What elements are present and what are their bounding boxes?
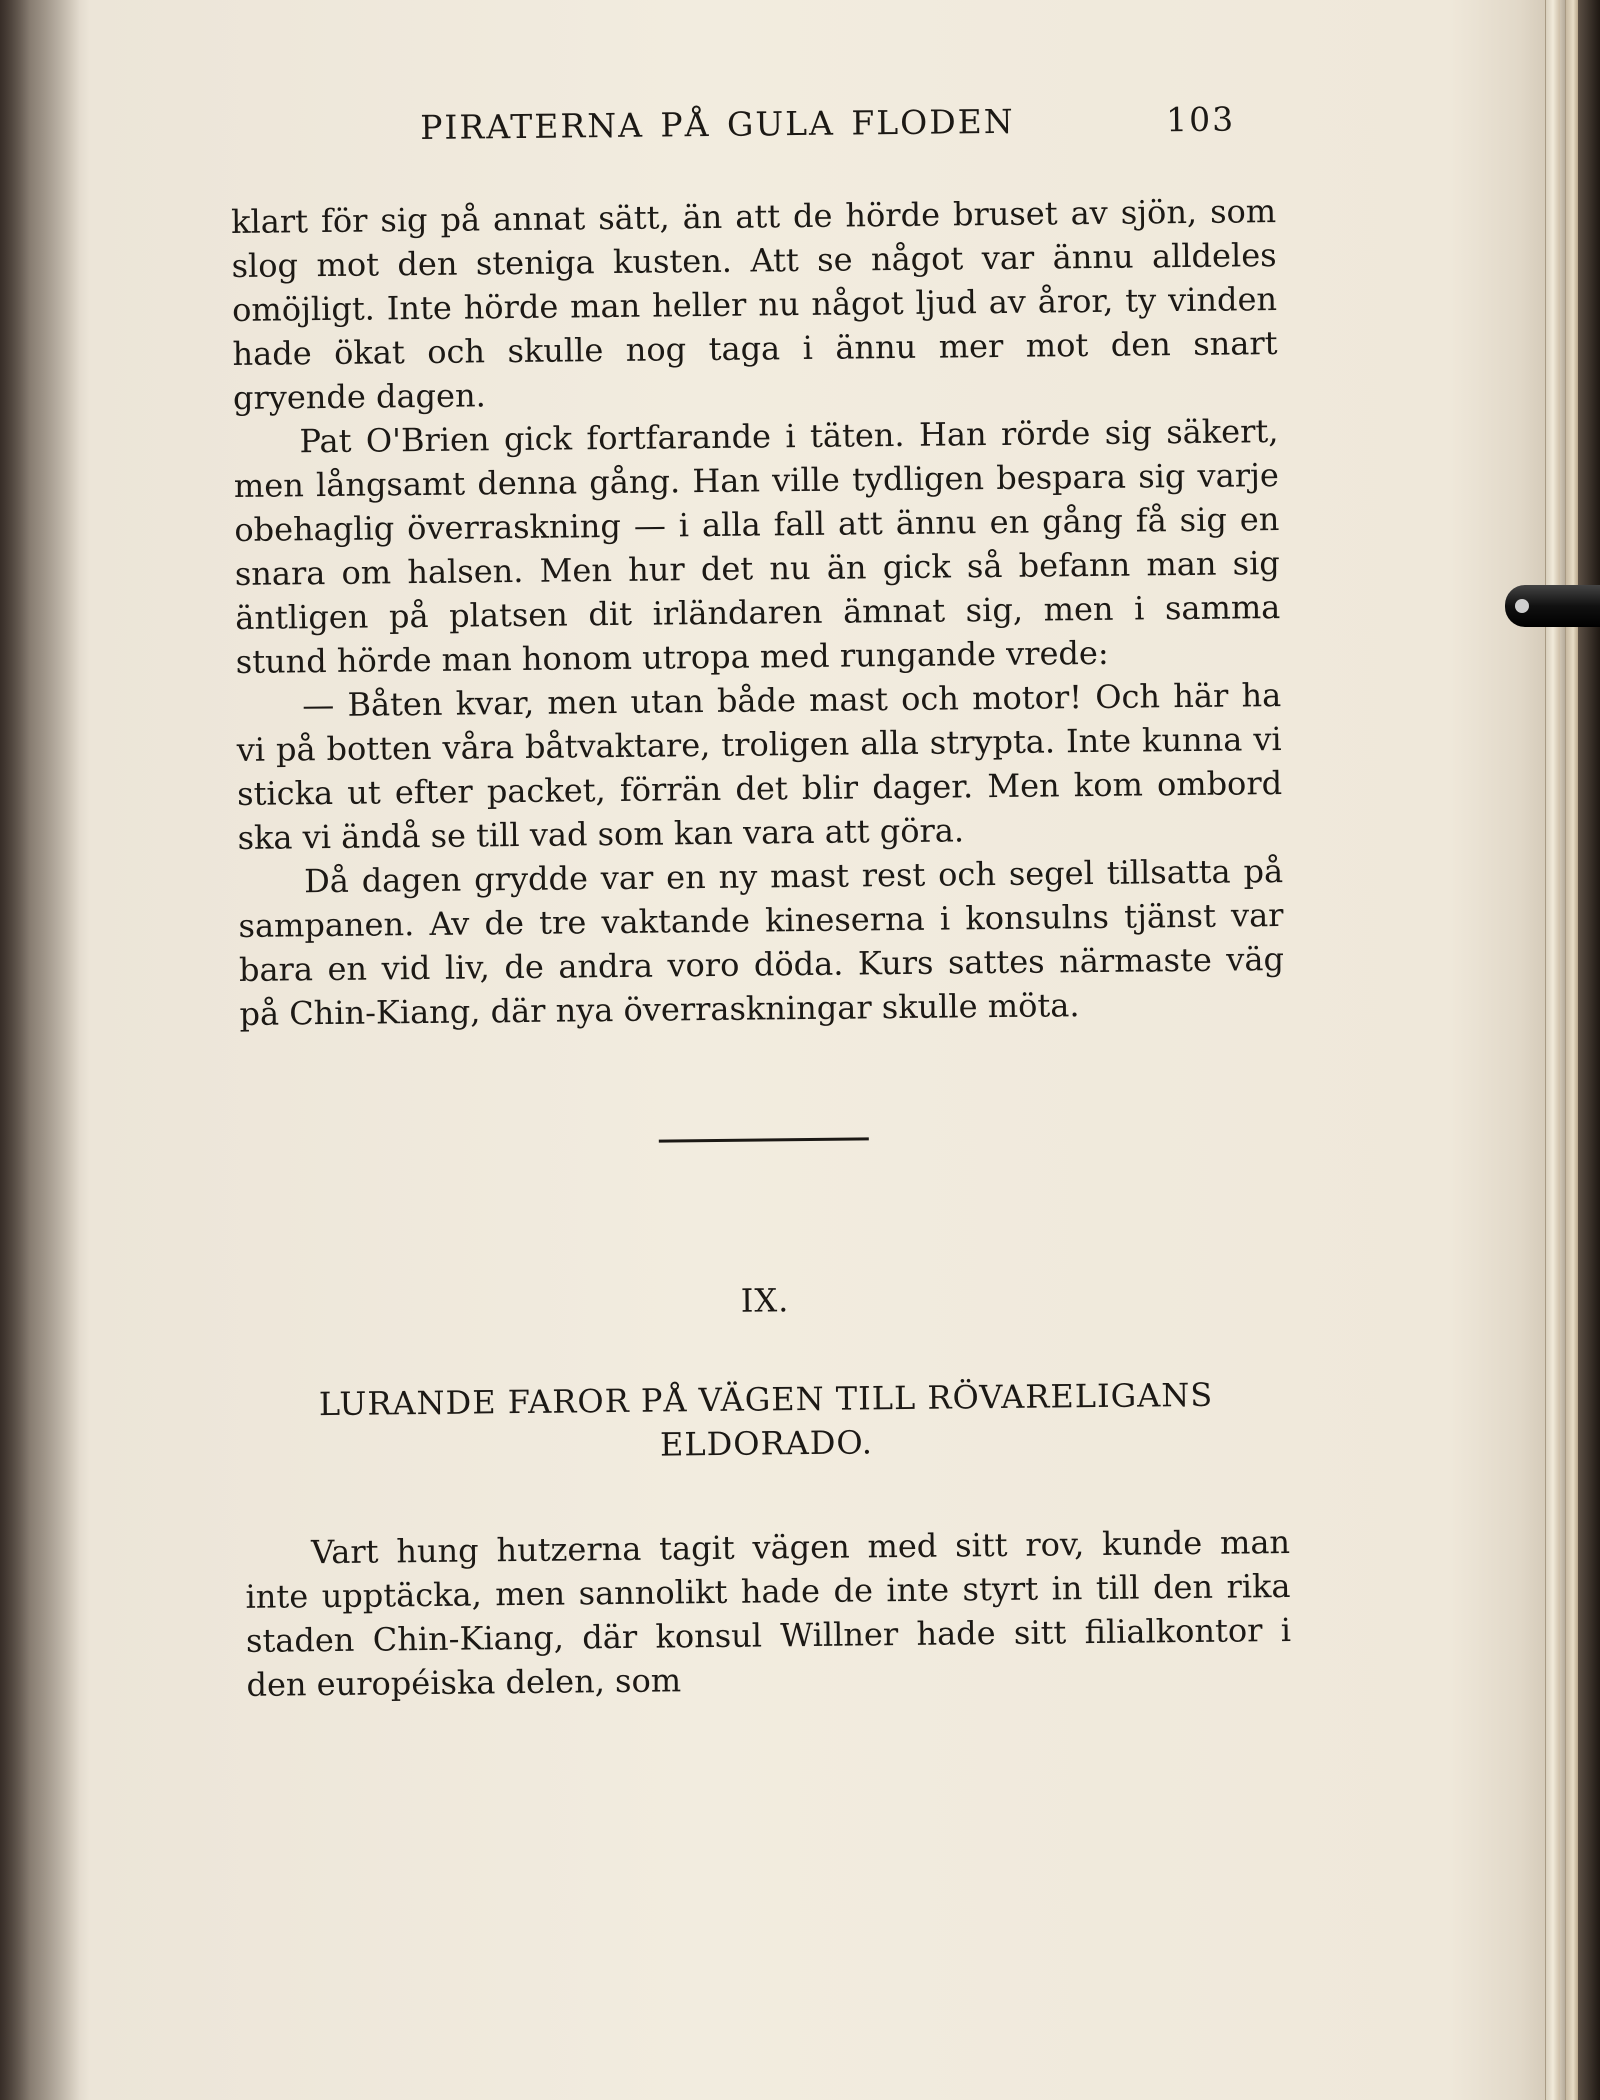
chapter-title: LURANDE FAROR PÅ VÄGEN TILL RÖVARELIGANS ELDORADO. <box>318 1375 1214 1464</box>
page-edge <box>1545 0 1560 2100</box>
body-text <box>231 189 1285 1036</box>
chapter-body <box>245 1520 1292 1707</box>
pen-clip <box>1505 585 1600 627</box>
paragraph-4: Då dagen grydde var en ny mast rest och segel tillsatta på sampanen. Av de tre vaktande kineserna i konsulns tjänst var bara en vid liv, de andra voro döda. Kurs sattes närmaste väg på Chin-Kiang, där nya överraskningar skulle möta. <box>238 852 1285 1033</box>
page-header <box>230 99 1275 160</box>
book-gutter-shadow <box>0 0 80 2100</box>
paragraph-3: — Båten kvar, men utan både mast och motor! Och här ha vi på botten våra båtvaktare, troligen alla strypta. Inte kunna vi sticka ut efter packet, förrän det blir dager. Men kom ombord ska vi ändå se till vad som kan vara att göra. <box>236 676 1283 857</box>
chapter-number: IX. <box>740 1281 790 1320</box>
page-number: 103 <box>1165 99 1236 140</box>
chapter-opening-paragraph: Vart hung hutzerna tagit vägen med sitt rov, kunde man inte upptäcka, men sannolikt hade de inte styrt in till den rika staden Chin-Kiang, där konsul Willner hade sitt filialkontor i den européiska delen, som <box>245 1522 1292 1704</box>
background-edge <box>1578 0 1600 2100</box>
page-edge-back <box>1565 0 1578 2100</box>
page-content <box>230 99 1292 1707</box>
paragraph-1: klart för sig på annat sätt, än att de hörde bruset av sjön, som slog mot den steniga kusten. Att se något var ännu alldeles omöjligt. Inte hörde man heller nu något ljud av åror, ty vinden hade ökat och skulle nog taga i ännu mer mot den snart gryende dagen. <box>230 192 1278 417</box>
section-divider <box>658 1137 868 1142</box>
paragraph-2: Pat O'Brien gick fortfarande i täten. Han rörde sig säkert, men långsamt denna gång. Han ville tydligen bespara sig varje obehaglig överraskning — i alla fall att ännu en gång få sig en snara om halsen. Men hur det nu än gick så befann man sig äntligen på platsen dit irländaren ämnat sig, men i samma stund hörde man honom utropa med rungande vrede: <box>233 412 1281 681</box>
running-title: PIRATERNA PÅ GULA FLODEN <box>419 101 1015 148</box>
